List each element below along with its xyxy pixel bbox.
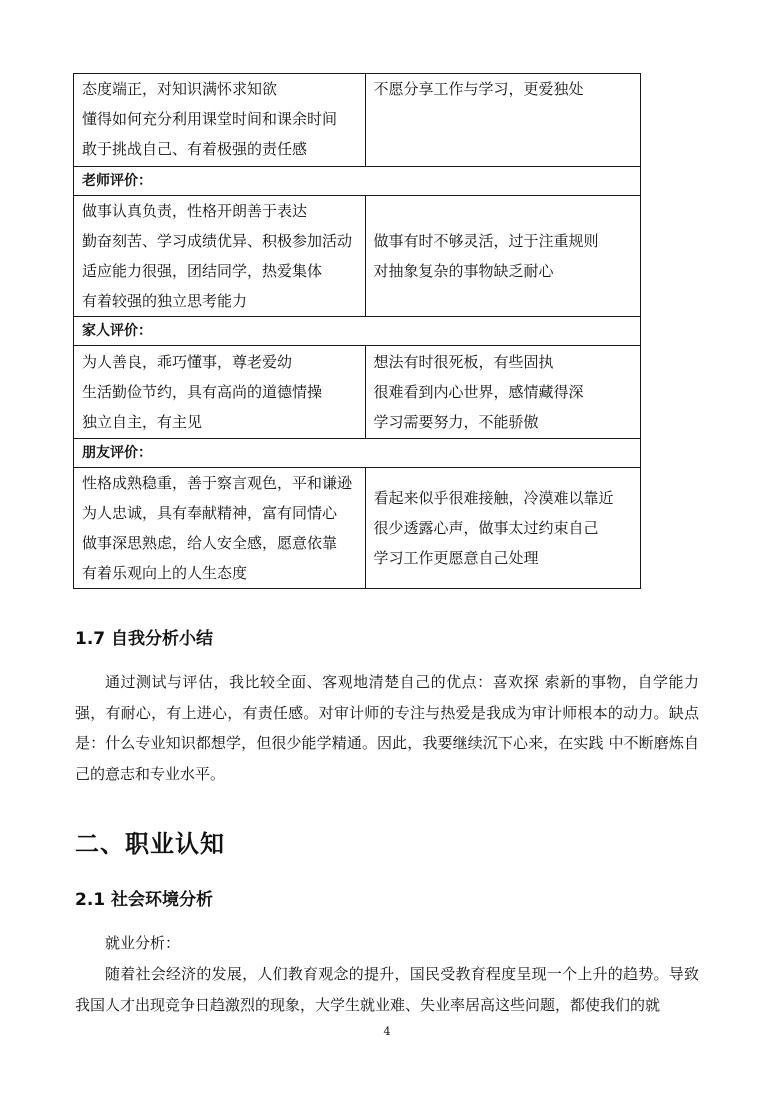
section-heading-2-1: 2.1 社会环境分析 — [75, 890, 214, 910]
table-row — [74, 317, 641, 346]
weaknesses-cell — [365, 346, 641, 439]
cell-line: 学习需要努力，不能骄傲 — [373, 413, 539, 431]
cell-line: 有着较强的独立思考能力 — [82, 292, 248, 310]
cell-line: 生活勤俭节约，具有高尚的道德情操 — [82, 383, 323, 401]
cell-line: 适应能力很强，团结同学，热爱集体 — [82, 262, 323, 280]
table-row — [74, 468, 641, 589]
employment-paragraph: 随着社会经济的发展，人们教育观念的提升，国民受教育程度呈现一个上升的趋势。导致我国人才出现竞争日趋激烈的现象，大学生就业难、失业率居高这些问题，都使我们的就 — [75, 965, 699, 1014]
table-row — [74, 439, 641, 468]
cell-line: 不愿分享工作与学习，更爱独处 — [373, 80, 584, 98]
cell-line: 做事认真负责，性格开朗善于表达 — [82, 202, 308, 220]
employment-label: 就业分析： — [105, 934, 181, 952]
cell-line: 学习工作更愿意自己处理 — [373, 549, 539, 567]
cell-line: 为人忠诚，具有奉献精神，富有同情心 — [82, 504, 338, 522]
evaluation-table — [73, 73, 641, 589]
strengths-cell — [74, 468, 366, 589]
table-row — [74, 167, 641, 196]
cell-line: 看起来似乎很难接触，冷漠难以靠近 — [373, 489, 614, 507]
strengths-cell — [74, 346, 366, 439]
summary-paragraph: 通过测试与评估，我比较全面、客观地清楚自己的优点：喜欢探 索新的事物，自学能力强，有耐心，有上进心，有责任感。对审计师的专注与热爱是我成为审计师根本的动力。缺点是：什么专业知识都想学，但很少能学精通。因此，我要继续沉下心来，在实践 中不断磨炼自己的意志和专业水平。 — [75, 673, 699, 783]
cell-line: 独立自主，有主见 — [82, 413, 203, 431]
cell-line: 做事有时不够灵活，过于注重规则 — [373, 232, 599, 250]
page-number: 4 — [383, 1025, 391, 1038]
family-evaluation-label: 家人评价： — [74, 317, 641, 346]
cell-line: 态度端正，对知识满怀求知欲 — [82, 80, 278, 98]
chapter-heading: 二、职业认知 — [75, 830, 225, 858]
cell-line: 对抽象复杂的事物缺乏耐心 — [373, 262, 554, 280]
table-row — [74, 196, 641, 317]
cell-line: 敢于挑战自己、有着极强的责任感 — [82, 140, 308, 158]
cell-line: 懂得如何充分利用课堂时间和课余时间 — [82, 110, 338, 128]
cell-line: 为人善良，乖巧懂事，尊老爱幼 — [82, 353, 293, 371]
cell-line: 性格成熟稳重，善于察言观色，平和谦逊 — [82, 474, 353, 492]
teacher-evaluation-label: 老师评价： — [74, 167, 641, 196]
table-row — [74, 74, 641, 167]
cell-line: 想法有时很死板，有些固执 — [373, 353, 554, 371]
cell-line: 很少透露心声，做事太过约束自己 — [373, 519, 599, 537]
strengths-cell — [74, 196, 366, 317]
cell-line: 有着乐观向上的人生态度 — [82, 564, 248, 582]
strengths-cell — [74, 74, 366, 167]
cell-line: 很难看到内心世界，感情藏得深 — [373, 383, 584, 401]
weaknesses-cell — [365, 196, 641, 317]
friend-evaluation-label: 朋友评价： — [74, 439, 641, 468]
weaknesses-cell — [365, 74, 641, 167]
weaknesses-cell — [365, 468, 641, 589]
cell-line: 做事深思熟虑，给人安全感，愿意依靠 — [82, 534, 338, 552]
section-heading-1-7: 1.7 自我分析小结 — [75, 629, 214, 649]
cell-line: 勤奋刻苦、学习成绩优异、积极参加活动 — [82, 232, 353, 250]
table-row — [74, 346, 641, 439]
